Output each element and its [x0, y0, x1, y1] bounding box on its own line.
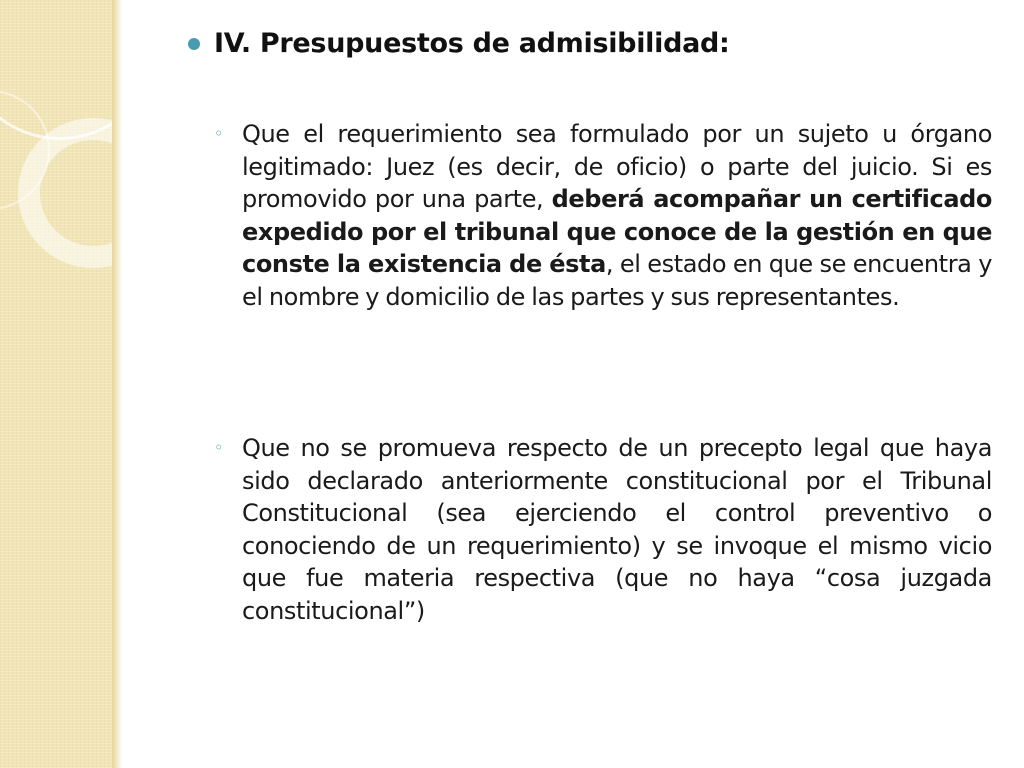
decorative-side-band: [0, 0, 112, 768]
list-item-text: [242, 118, 992, 313]
circle-bullet-icon: ◦: [214, 124, 224, 143]
list-item: [214, 432, 992, 627]
list-item-text: [242, 432, 992, 627]
circle-bullet-icon: ◦: [214, 438, 224, 457]
text-segment: , el estado en que se encuentra y el nombre y domicilio de las partes y sus representantes.: [242, 250, 992, 311]
page-title: IV. Presupuestos de admisibilidad:: [214, 28, 730, 59]
text-segment: Que el requerimiento sea formulado por un sujeto u órgano legitimado: Juez (es decir, de oficio) o parte del juicio. Si es promovido por una parte,: [242, 120, 992, 213]
bold-text-segment: deberá acompañar un certificado expedido por el tribunal que conoce de la gestión en que conste la existencia de ésta: [242, 185, 992, 278]
text-segment: Que no se promueva respecto de un precepto legal que haya sido declarado anteriormente constitucional por el Tribunal Constitucional (sea ejerciendo el control preventivo o conociendo de un requerimiento) y se invoque el mismo vicio que fue materia respectiva (que no haya “cosa juzgada constitucional”): [242, 434, 992, 625]
slide-title: [188, 28, 988, 59]
side-band-edge: [112, 0, 122, 768]
title-bullet-icon: [188, 38, 200, 50]
list-item: [214, 118, 992, 313]
